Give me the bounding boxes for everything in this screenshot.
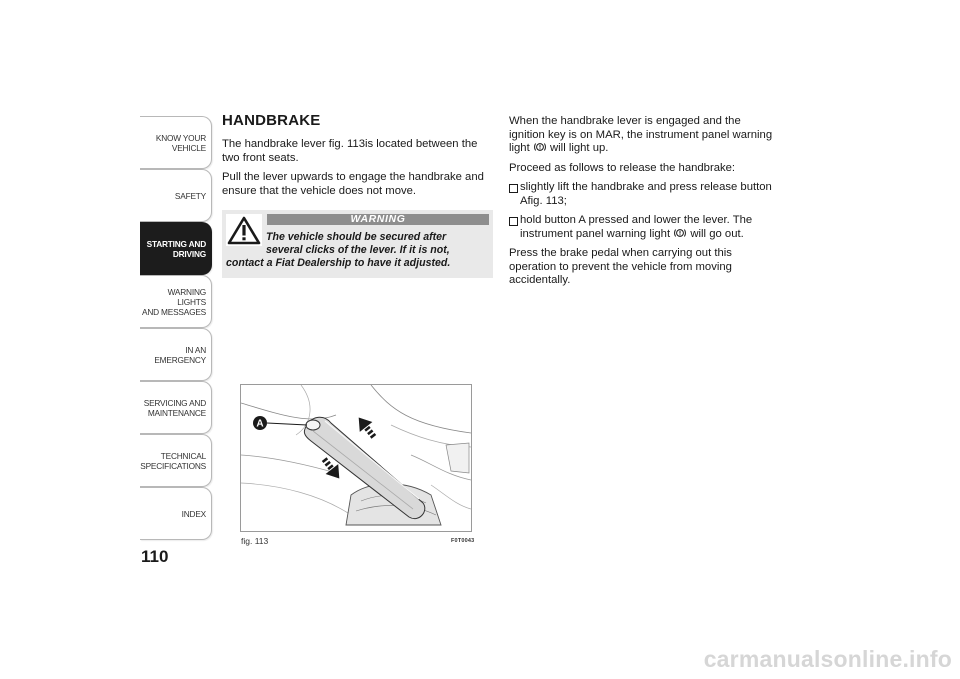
left-column bbox=[222, 112, 494, 204]
warning-box bbox=[222, 210, 493, 278]
list-item bbox=[509, 181, 779, 208]
bullet-text-2-a: hold button A pressed and lower the lever. The instrument panel warning light bbox=[520, 214, 753, 240]
figure-code: F0T0043 bbox=[451, 538, 475, 544]
warning-line-1: The vehicle should be secured after bbox=[266, 231, 447, 243]
tab-index[interactable]: INDEX bbox=[140, 487, 212, 540]
tab-in-an-emergency[interactable]: IN AN EMERGENCY bbox=[140, 328, 212, 381]
bullet-text-2-b: will go out. bbox=[690, 227, 744, 240]
paragraph-engage: Pull the lever upwards to engage the handbrake and ensure that the vehicle does not move. bbox=[222, 171, 484, 197]
tab-starting-and-driving[interactable]: STARTING AND DRIVING bbox=[140, 222, 212, 275]
paragraph-warning-light bbox=[509, 115, 779, 156]
checkbox-bullet-icon bbox=[509, 184, 520, 192]
tab-servicing[interactable]: SERVICING AND MAINTENANCE bbox=[140, 381, 212, 434]
page-number: 110 bbox=[141, 547, 169, 566]
tab-know-your-vehicle[interactable]: KNOW YOUR VEHICLE bbox=[140, 116, 212, 169]
brake-warning-light-icon bbox=[674, 228, 686, 238]
warning-line-3: contact a Fiat Dealership to have it adjusted. bbox=[226, 257, 451, 269]
paragraph-brake-pedal: Press the brake pedal when carrying out this operation to prevent the vehicle from moving accidentally. bbox=[509, 247, 732, 286]
list-item bbox=[509, 214, 779, 241]
handbrake-illustration bbox=[240, 384, 472, 532]
chapter-tabs bbox=[140, 116, 212, 540]
paragraph-location: The handbrake lever fig. 113is located between the two front seats. bbox=[222, 138, 478, 164]
paragraph-warning-light-b: will light up. bbox=[550, 142, 609, 154]
handbrake-drawing bbox=[241, 385, 471, 531]
section-heading: HANDBRAKE bbox=[222, 112, 321, 129]
tab-warning-lights[interactable]: WARNING LIGHTS AND MESSAGES bbox=[140, 275, 212, 328]
brake-warning-light-icon bbox=[534, 142, 546, 152]
paragraph-warning-light-a: When the handbrake lever is engaged and the ignition key is on MAR, the instrument panel warning light bbox=[509, 115, 773, 154]
warning-text bbox=[226, 231, 490, 270]
warning-title: WARNING bbox=[267, 214, 489, 225]
figure-caption: fig. 113 bbox=[241, 536, 269, 546]
tab-safety[interactable]: SAFETY bbox=[140, 169, 212, 222]
checkbox-bullet-icon bbox=[509, 217, 520, 225]
tab-technical-specifications[interactable]: TECHNICAL SPECIFICATIONS bbox=[140, 434, 212, 487]
bullet-text-1: slightly lift the handbrake and press release button Afig. 113; bbox=[520, 181, 772, 207]
paragraph-proceed: Proceed as follows to release the handbrake: bbox=[509, 161, 736, 174]
warning-line-2: several clicks of the lever. If it is not, bbox=[266, 244, 450, 256]
callout-a-label: A bbox=[256, 418, 264, 430]
right-column bbox=[509, 115, 779, 294]
watermark: carmanualsonline.info bbox=[703, 646, 952, 672]
bullet-text-2 bbox=[520, 214, 779, 241]
